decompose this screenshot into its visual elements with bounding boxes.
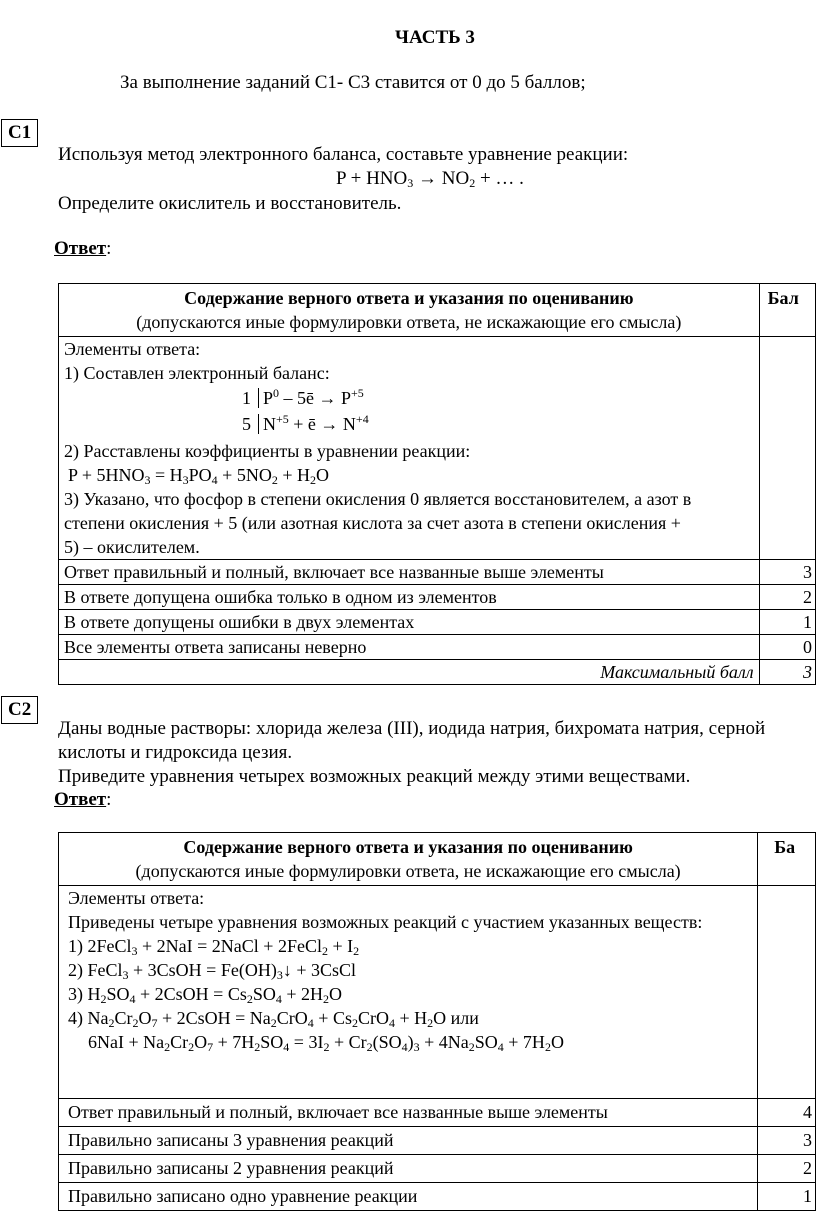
table-row xyxy=(59,660,816,685)
table-row xyxy=(59,1155,816,1183)
c1-row3-score: 1 xyxy=(759,610,815,635)
table-row xyxy=(59,833,816,886)
c2-row3-text: Правильно записаны 2 уравнения реакций xyxy=(59,1155,758,1183)
c1-task-line3: Определите окислитель и восстановитель. xyxy=(58,193,402,214)
c2-row4-score: 1 xyxy=(758,1183,816,1211)
c2-elements: Элементы ответа: xyxy=(68,888,205,908)
c2-row1-score: 4 xyxy=(758,1099,816,1127)
table-row xyxy=(59,610,816,635)
c1-task-line1: Используя метод электронного баланса, составьте уравнение реакции: xyxy=(58,144,629,165)
table-row xyxy=(59,284,816,337)
c1-max-score: 3 xyxy=(759,660,815,685)
page-title: ЧАСТЬ 3 xyxy=(395,27,475,48)
c1-header-main: Содержание верного ответа и указания по оцениванию xyxy=(184,288,634,308)
c2-header-cell xyxy=(59,833,758,886)
table-row xyxy=(59,1099,816,1127)
c2-answer-heading xyxy=(54,789,111,811)
c2-grading-table xyxy=(58,832,816,1211)
table-row xyxy=(59,337,816,560)
table-row xyxy=(59,1183,816,1211)
c1-final-equation: $P + 5HNO_3 = H_3PO_4 + 5NO_2 + H_2O$ xyxy=(68,465,329,487)
c1-balance xyxy=(64,385,754,437)
c2-answer-label: Ответ xyxy=(54,789,107,810)
c1-task-equation: $P + HNO_3 \to NO_2$ + … . xyxy=(336,168,524,190)
table-row xyxy=(59,886,816,1099)
c1-max-label: Максимальный балл xyxy=(59,660,760,685)
c2-header-sub: (допускаются иные формулировки ответа, не искажающие его смысла) xyxy=(135,861,681,881)
c1-item1: 1) Составлен электронный баланс: xyxy=(64,363,330,383)
c1-row1-score: 3 xyxy=(759,560,815,585)
c1-header-sub: (допускаются иные формулировки ответа, не искажающие его смысла) xyxy=(136,312,682,332)
c2-task-line3: Приведите уравнения четырех возможных реакций между этими веществами. xyxy=(58,766,691,787)
c1-answer-heading xyxy=(54,238,111,260)
table-row xyxy=(59,560,816,585)
c2-task-line2: кислоты и гидроксида цезия. xyxy=(58,742,293,763)
c1-row4-text: Все элементы ответа записаны неверно xyxy=(59,635,760,660)
c2-row2-score: 3 xyxy=(758,1127,816,1155)
table-row xyxy=(59,635,816,660)
c1-row1-text: Ответ правильный и полный, включает все названные выше элементы xyxy=(59,560,760,585)
c2-eq3: 3) $H_2SO_4$ + 2CsOH = $Cs_2SO_4 + 2H_2O$ xyxy=(68,984,343,1006)
c1-item2: 2) Расставлены коэффициенты в уравнении реакции: xyxy=(64,441,471,461)
c2-label: С2 xyxy=(1,696,38,724)
intro-text: За выполнение заданий С1- С3 ставится от 0 до 5 баллов; xyxy=(120,72,586,93)
c1-answer-label: Ответ xyxy=(54,238,107,259)
c1-row2-score: 2 xyxy=(759,585,815,610)
c1-row4-score: 0 xyxy=(759,635,815,660)
c2-header-score: Ба xyxy=(758,833,816,886)
c1-header-cell xyxy=(59,284,760,337)
table-row xyxy=(59,1127,816,1155)
c2-intro: Приведены четыре уравнения возможных реакций с участием указанных веществ: xyxy=(68,912,703,932)
c1-elements: Элементы ответа: xyxy=(64,339,201,359)
c1-bal1-eq: $P^0$ – 5ē → $P^{+5}$ xyxy=(258,388,364,408)
c1-bal1-coef: 1 xyxy=(242,388,251,408)
c2-eq4: 4) $Na_2Cr_2O_7$ + 2CsOH = $Na_2CrO_4 + Cs_2CrO_4 + H_2O$ или xyxy=(68,1008,479,1030)
c2-header-main: Содержание верного ответа и указания по оцениванию xyxy=(183,837,633,857)
table-row xyxy=(59,585,816,610)
c1-row2-text: В ответе допущена ошибка только в одном из элементов xyxy=(59,585,760,610)
c2-row2-text: Правильно записаны 3 уравнения реакций xyxy=(59,1127,758,1155)
c2-row3-score: 2 xyxy=(758,1155,816,1183)
c1-bal2-coef: 5 xyxy=(242,414,251,434)
c1-answer-colon: : xyxy=(106,238,112,259)
c2-row1-text: Ответ правильный и полный, включает все названные выше элементы xyxy=(59,1099,758,1127)
c2-elements-score xyxy=(758,886,816,1099)
c2-elements-cell xyxy=(59,886,758,1099)
c1-header-score: Бал xyxy=(759,284,815,337)
c1-label: С1 xyxy=(1,119,38,147)
c1-grading-table xyxy=(58,283,816,685)
c1-item3-l3: 5) – окислителем. xyxy=(64,537,200,557)
c1-bal2-eq: $N^{+5}$ + ē → $N^{+4}$ xyxy=(258,414,369,434)
c2-eq2: 2) FeCl$_3$ + 3CsOH = $Fe(OH)_3↓$ + 3CsCl xyxy=(68,960,356,982)
c1-elements-cell xyxy=(59,337,760,560)
c2-row4-text: Правильно записано одно уравнение реакции xyxy=(59,1183,758,1211)
c1-row3-text: В ответе допущены ошибки в двух элементах xyxy=(59,610,760,635)
c2-answer-colon: : xyxy=(106,789,112,810)
c2-eq1: 1) 2FeCl$_3$ + 2NaI = 2NaCl + 2FeCl$_2$ + $I_2$ xyxy=(68,936,360,958)
c1-item3-l1: 3) Указано, что фосфор в степени окисления 0 является восстановителем, а азот в xyxy=(64,489,692,509)
c2-eq4-alt: $6NaI + Na_2Cr_2O_7 + 7H_2SO_4 = 3I_2 + Cr_2(SO_4)_3 + 4Na_2SO_4 + 7H_2O$ xyxy=(88,1032,564,1054)
c2-task-line1: Даны водные растворы: хлорида железа (III), иодида натрия, бихромата натрия, серной xyxy=(58,718,766,739)
c1-elements-score xyxy=(759,337,815,560)
c1-item3-l2: степени окисления + 5 (или азотная кислота за счет азота в степени окисления + xyxy=(64,513,681,533)
